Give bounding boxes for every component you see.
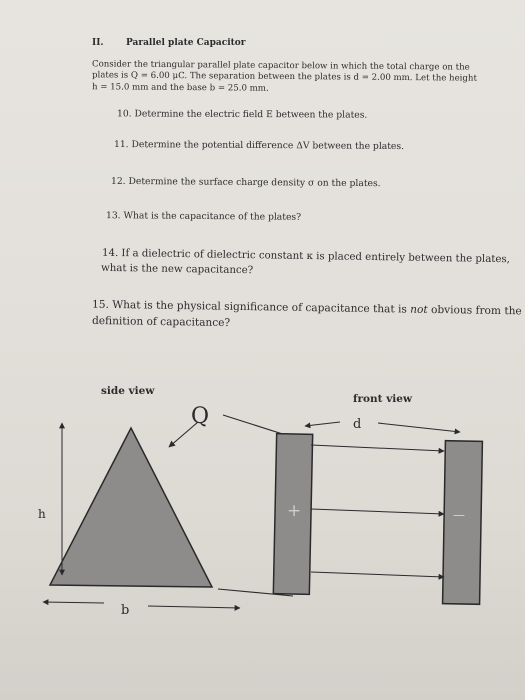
- minus-sign: —: [453, 508, 465, 522]
- question-15-suffix: obvious from the: [427, 303, 522, 318]
- section-number: II.: [92, 38, 104, 48]
- front-view-label: front view: [353, 393, 413, 405]
- charge-label: Q: [191, 404, 210, 429]
- question-15-line-2: definition of capacitance?: [91, 314, 231, 330]
- intro-line-2: plates is Q = 6.00 μC. The separation between the plates is d = 2.00 mm. Let the height: [91, 70, 477, 84]
- question-12: 12. Determine the surface charge density σ on the plates.: [110, 175, 381, 190]
- separation-label: d: [353, 417, 362, 432]
- separation-arrow-left: [305, 422, 340, 426]
- question-15-prefix: 15. What is the physical significance of capacitance that is: [91, 298, 411, 316]
- base-label: b: [121, 603, 130, 618]
- separation-arrow-right: [378, 423, 460, 432]
- field-line-2: [311, 509, 444, 514]
- question-10: 10. Determine the electric field E between the plates.: [116, 108, 368, 121]
- triangle-plate: [50, 428, 212, 587]
- base-arrow-right: [148, 606, 240, 608]
- plus-sign: +: [287, 501, 302, 521]
- question-15-emphasis: not: [410, 303, 428, 316]
- base-arrow-left: [43, 602, 104, 603]
- negative-plate: [443, 441, 483, 605]
- question-11: 11. Determine the potential difference ΔV between the plates.: [113, 138, 405, 153]
- question-13: 13. What is the capacitance of the plates?: [105, 210, 302, 223]
- field-line-3: [311, 572, 444, 577]
- question-14-line-2: what is the new capacitance?: [100, 262, 254, 277]
- section-title: Parallel plate Capacitor: [126, 38, 246, 48]
- intro-line-1: Consider the triangular parallel plate capacitor below in which the total charge on the: [91, 59, 470, 73]
- field-line-1: [311, 445, 444, 451]
- side-view-label: side view: [101, 385, 155, 397]
- height-label: h: [38, 507, 46, 521]
- question-14-line-1: 14. If a dielectric of dielectric constant κ is placed entirely between the plates,: [101, 247, 510, 266]
- intro-line-3: h = 15.0 mm and the base b = 25.0 mm.: [91, 82, 269, 94]
